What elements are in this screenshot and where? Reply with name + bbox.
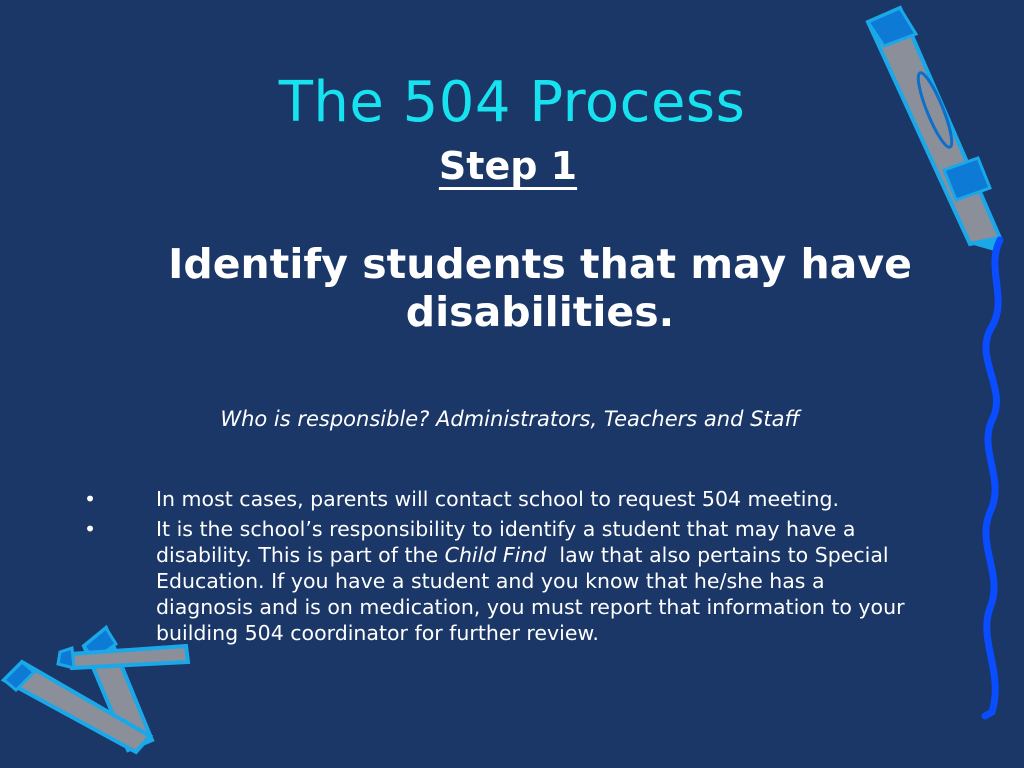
responsible-line: Who is responsible? Administrators, Teachers and Staff xyxy=(220,407,800,431)
slide-subtitle: Step 1 xyxy=(438,144,578,188)
bullet-list xyxy=(84,486,924,650)
squiggle-line xyxy=(985,240,1000,716)
bullet-marker: • xyxy=(84,487,97,511)
bullet-text-after: law that also pertains to Special Education. If you have a student and you know that he/she has a diagnosis and is on medication, you must report that information to your building 504 coordinator for further review. xyxy=(156,543,912,645)
bullet-text: In most cases, parents will contact school to request 504 meeting. xyxy=(156,487,840,511)
slide-title: The 504 Process xyxy=(278,70,746,135)
list-item xyxy=(84,516,924,646)
bullet-text-before: It is the school’s responsibility to identify a student that may have a disability. This is part of the xyxy=(156,517,856,567)
slide-heading: Identify students that may have disabilities. xyxy=(168,240,912,336)
bullet-emphasis: Child Find xyxy=(444,543,547,567)
bullet-marker: • xyxy=(84,517,97,541)
list-item xyxy=(84,486,924,512)
